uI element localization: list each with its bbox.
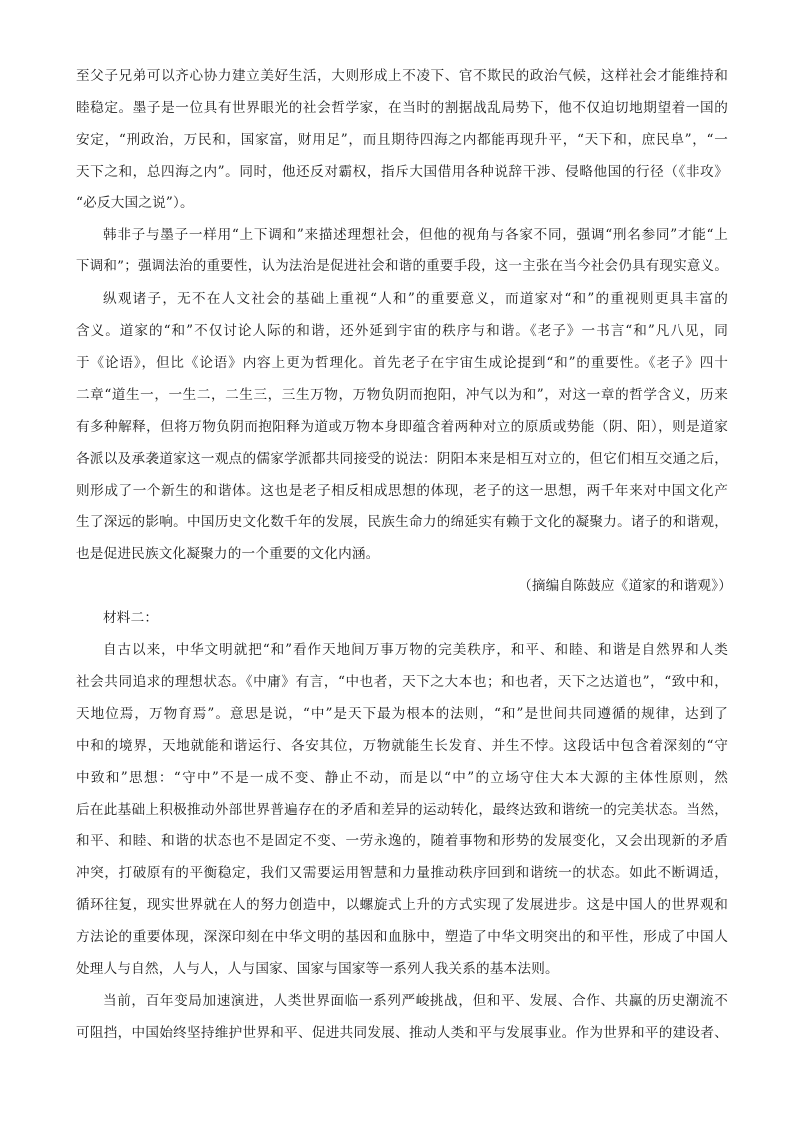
text-line: 后在此基础上积极推动外部世界普遍存在的矛盾和差异的运动转化，最终达致和谐统一的完美状态。当然， <box>76 802 728 818</box>
text-line: 和平、和睦、和谐的状态也不是固定不变、一劳永逸的，随着事物和形势的发展变化，又会出现新的矛盾 <box>76 833 728 849</box>
text-line: 处理人与自然，人与人，人与国家、国家与国家等一系列人我关系的基本法则。 <box>76 961 559 977</box>
text-line: 自古以来，中华文明就把“和”看作天地间万事万物的完美秩序，和平、和睦、和谐是自然界和人类 <box>103 642 728 658</box>
text-line: “必反大国之说”）。 <box>76 195 194 211</box>
text-line: 下调和”；强调法治的重要性，认为法治是促进社会和谐的重要手段，这一主张在当今社会仍具有现实意义。 <box>76 259 728 274</box>
text-line: 生了深远的影响。中国历史文化数千年的发展，民族生命力的绵延实有赖于文化的凝聚力。诸子的和谐观， <box>76 514 728 530</box>
text-line: 睦稳定。墨子是一位具有世界眼光的社会哲学家，在当时的割据战乱局势下，他不仅迫切地期望着一国的 <box>76 100 728 116</box>
text-line: 中和的境界，天地就能和谐运行、各安其位，万物就能生长发育、并生不悖。这段话中包含着深刻的“守 <box>76 738 728 754</box>
text-line: 循环往复，现实世界就在人的努力创造中，以螺旋式上升的方式实现了发展进步。这是中国人的世界观和 <box>76 897 728 913</box>
text-line: 则形成了一个新生的和谐体。这也是老子相反相成思想的体现，老子的这一思想，两千年来对中国文化产 <box>76 483 728 499</box>
text-line: 也是促进民族文化凝聚力的一个重要的文化内涵。 <box>76 546 380 562</box>
text-line: 冲突，打破原有的平衡稳定，我们又需要运用智慧和力量推动秩序回到和谐统一的状态。如此不断调适， <box>76 865 728 881</box>
text-line: 各派以及承袭道家这一观点的儒家学派都共同接受的说法：阴阳本来是相互对立的，但它们相互交通之后， <box>76 451 728 467</box>
text-line: 纵观诸子，无不在人文社会的基础上重视“人和”的重要意义，而道家对“和”的重视则更具丰富的 <box>103 291 728 307</box>
text-line: 中致和”思想：“守中”不是一成不变、静止不动，而是以“中”的立场守住大本大源的主体性原则，然 <box>76 770 728 786</box>
text-line: 含义。道家的“和”不仅讨论人际的和谐，还外延到宇宙的秩序与和谐。《老子》一书言“和”凡八见，同 <box>76 323 728 339</box>
source-citation: （摘编自陈鼓应《道家的和谐观》） <box>518 578 732 594</box>
text-line: 韩非子与墨子一样用“上下调和”来描述理想社会，但他的视角与各家不同，强调“刑名参同”才能“上 <box>103 227 728 243</box>
section-heading: 材料二： <box>103 610 159 626</box>
text-line: 于《论语》，但比《论语》内容上更为哲理化。首先老子在宇宙生成论提到“和”的重要性。《老子》四十 <box>76 355 728 371</box>
text-line: 社会共同追求的理想状态。《中庸》有言，“中也者，天下之大本也；和也者，天下之达道也”，“致中和， <box>76 674 728 690</box>
text-line: 至父子兄弟可以齐心协力建立美好生活，大则形成上不凌下、官不欺民的政治气候，这样社会才能维持和 <box>76 68 728 84</box>
text-line: 安定，“刑政治，万民和，国家富，财用足”，而且期待四海之内都能再现升平，“天下和，庶民阜”，“一 <box>76 132 728 148</box>
text-line: 当前，百年变局加速演进，人类世界面临一系列严峻挑战，但和平、发展、合作、共赢的历史潮流不 <box>103 993 728 1009</box>
text-line: 天下之和，总四海之内”。同时，他还反对霸权，指斥大国借用各种说辞干涉、侵略他国的行径（《非攻》 <box>76 164 728 180</box>
text-line: 天地位焉，万物育焉”。意思是说，“中”是天下最为根本的法则，“和”是世间共同遵循的规律，达到了 <box>76 706 728 722</box>
text-line: 方法论的重要体现，深深印刻在中华文明的基因和血脉中，塑造了中华文明突出的和平性，形成了中国人 <box>76 929 728 945</box>
text-line: 有多种解释，但将万物负阴而抱阳释为道或万物本身即蕴含着两种对立的原质或势能（阴、阳），则是道家 <box>76 419 728 435</box>
text-line: 二章“道生一，一生二，二生三，三生万物，万物负阴而抱阳，冲气以为和”，对这一章的哲学含义，历来 <box>76 387 728 403</box>
text-line: 可阻挡，中国始终坚持维护世界和平、促进共同发展、推动人类和平与发展事业。作为世界和平的建设者、 <box>76 1025 728 1041</box>
